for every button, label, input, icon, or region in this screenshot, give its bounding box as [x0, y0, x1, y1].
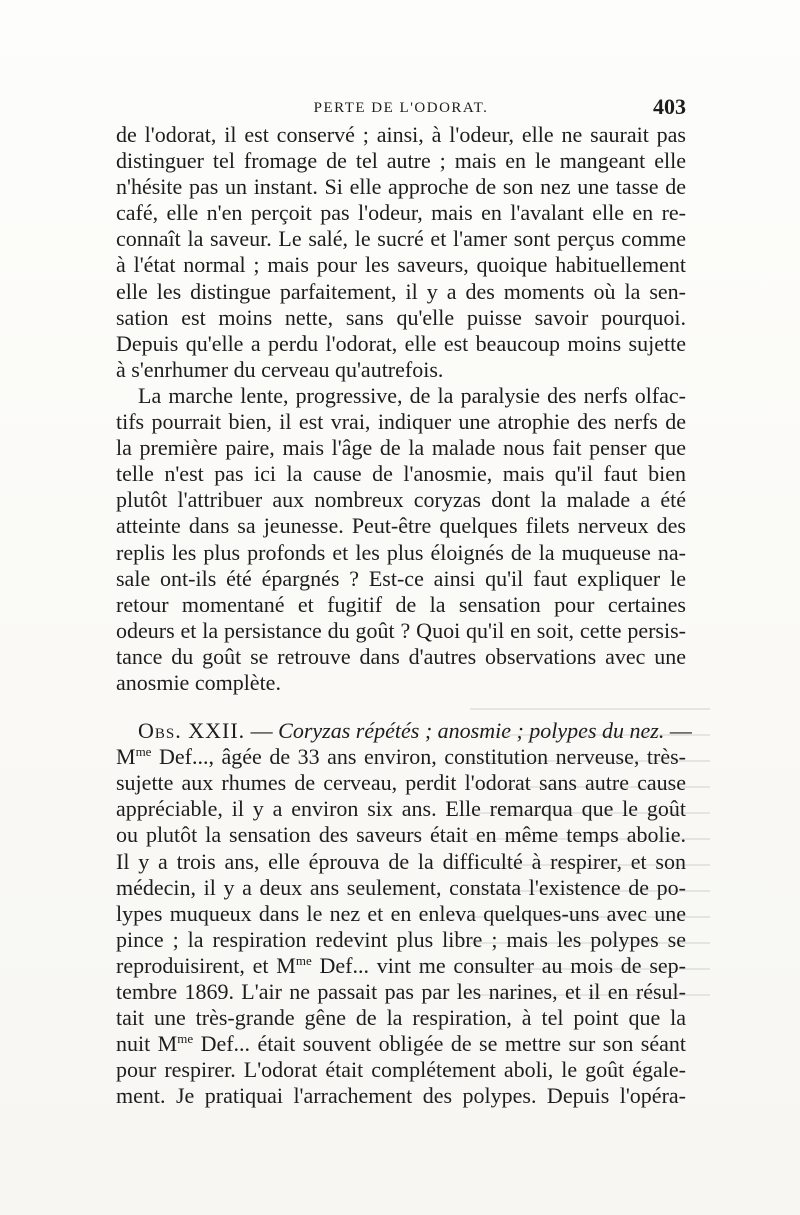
text-line: appréciable, il y a environ six ans. Elle remarqua que le goût	[116, 796, 686, 822]
text-line: odeurs et la persistance du goût ? Quoi qu'il en soit, cette persis-	[116, 617, 686, 643]
text-line: replis les plus profonds et les plus éloignés de la muqueuse na-	[116, 539, 686, 565]
heading-dash: —	[245, 718, 279, 744]
text-fragment: M	[116, 744, 136, 770]
text-fragment: Def... vint me consulter au mois de sep-	[311, 952, 686, 978]
text-line: retour momentané et fugitif de la sensation pour certaines	[116, 591, 686, 617]
text-line: lypes muqueux dans le nez et en enleva quelques-uns avec une	[116, 900, 686, 926]
page-number: 403	[653, 94, 686, 119]
text-line: pince ; la respiration redevint plus libre ; mais les polypes se	[116, 926, 686, 952]
text-line: pour respirer. L'odorat était complétement aboli, le goût égale-	[116, 1057, 686, 1083]
text-line: sale ont-ils été épargnés ? Est-ce ainsi qu'il faut expliquer le	[116, 565, 686, 591]
text-line: atteinte dans sa jeunesse. Peut-être quelques filets nerveux des	[116, 513, 686, 539]
text-line: à l'état normal ; mais pour les saveurs, quoique habituellement	[116, 252, 686, 278]
text-line: Depuis qu'elle a perdu l'odorat, elle est beaucoup moins sujette	[116, 330, 686, 356]
text-line: anosmie complète.	[116, 669, 281, 695]
text-line: tifs pourrait bien, il est vrai, indiquer une atrophie des nerfs de	[116, 409, 686, 435]
text-line: connaît la saveur. Le salé, le sucré et l'amer sont perçus comme	[116, 226, 686, 252]
running-head	[116, 92, 686, 122]
text-line: ment. Je pratiquai l'arrachement des polypes. Depuis l'opéra-	[116, 1083, 686, 1109]
text-line: sation est moins nette, sans qu'elle puisse savoir pourquoi.	[116, 304, 686, 330]
text-line: ou plutôt la sensation des saveurs était en même temps abolie.	[116, 822, 686, 848]
text-line: de l'odorat, il est conservé ; ainsi, à l'odeur, elle ne saurait pas	[116, 122, 686, 147]
observation-label: Obs. XXII.	[138, 718, 246, 744]
text-fragment: nuit M	[116, 1031, 178, 1057]
observation-title: Coryzas répétés ; anosmie ; polypes du nez.	[278, 718, 665, 744]
text-line: tait une très-grande gêne de la respiration, à tel point que la	[116, 1005, 686, 1031]
text-line: Il y a trois ans, elle éprouva de la difficulté à respirer, et son	[116, 848, 686, 874]
superscript: me	[177, 1031, 194, 1047]
running-title: PERTE DE L'ODORAT.	[313, 100, 489, 116]
text-line: La marche lente, progressive, de la paralysie des nerfs olfac-	[138, 382, 686, 408]
heading-dash: —	[664, 718, 692, 744]
text-line	[116, 1031, 686, 1057]
paragraph-1	[116, 122, 686, 383]
superscript: me	[135, 744, 152, 760]
text-line: sujette aux rhumes de cerveau, perdit l'odorat sans autre cause	[116, 770, 686, 796]
text-line: à s'enrhumer du cerveau qu'autrefois.	[116, 356, 444, 382]
observation-22	[116, 718, 692, 1109]
text-line: tembre 1869. L'air ne passait pas par les narines, et il en résul-	[116, 979, 686, 1004]
text-block	[116, 92, 692, 1109]
text-line: médecin, il y a deux ans seulement, constata l'existence de po-	[116, 874, 686, 900]
text-fragment: reproduisirent, et M	[116, 952, 296, 978]
text-fragment: Def..., âgée de 33 ans environ, constitution nerveuse, très-	[151, 744, 686, 770]
text-line: n'hésite pas un instant. Si elle approche de son nez une tasse de	[116, 174, 686, 200]
text-line: distinguer tel fromage de tel autre ; mais en le mangeant elle	[116, 148, 686, 174]
observation-heading	[116, 718, 692, 744]
paragraph-2	[116, 383, 686, 696]
text-line: telle n'est pas ici la cause de l'anosmie, mais qu'il faut bien	[116, 461, 686, 487]
superscript: me	[295, 952, 312, 968]
text-line: elle les distingue parfaitement, il y a des moments où la sen-	[116, 278, 686, 304]
text-line: plutôt l'attribuer aux nombreux coryzas dont la malade a été	[116, 487, 686, 513]
text-line: tance du goût se retrouve dans d'autres observations avec une	[116, 643, 686, 669]
text-line: café, elle n'en perçoit pas l'odeur, mais en l'avalant elle en re-	[116, 200, 686, 226]
text-line: la première paire, mais l'âge de la malade nous fait penser que	[116, 435, 686, 461]
text-line	[116, 953, 686, 979]
text-fragment: Def... était souvent obligée de se mettre sur son séant	[193, 1031, 686, 1057]
section-gap	[116, 696, 686, 718]
text-line	[116, 744, 686, 770]
